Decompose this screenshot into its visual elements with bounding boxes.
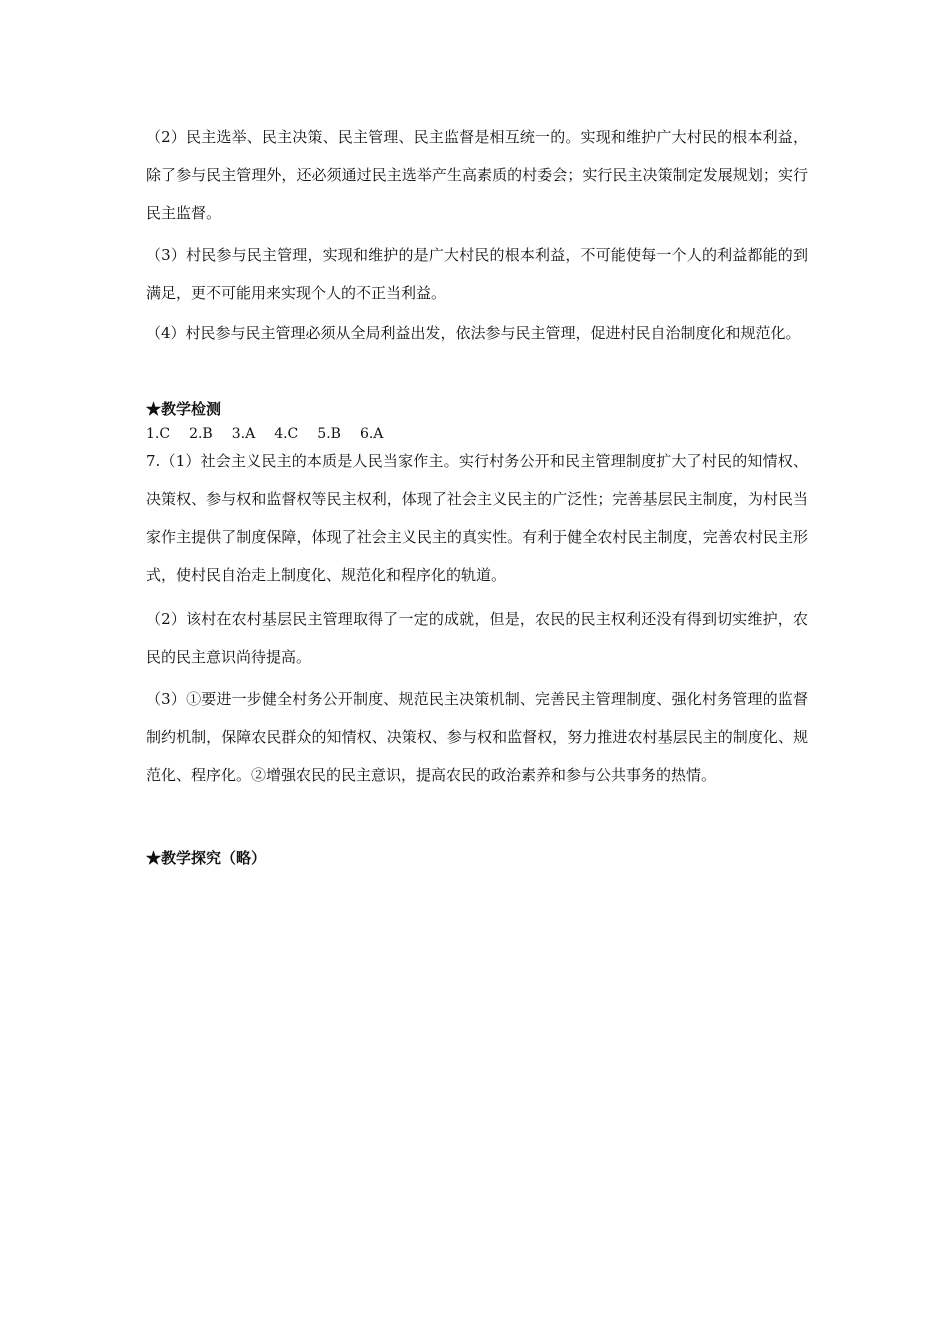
answer-3: 3.A bbox=[231, 426, 256, 442]
paragraph-3: （3）村民参与民主管理，实现和维护的是广大村民的根本利益，不可能使每一个人的利益都能的到满足，更不可能用来实现个人的不正当利益。 bbox=[146, 246, 808, 302]
answer-1: 1.C bbox=[146, 426, 171, 442]
paragraph-4: （4）村民参与民主管理必须从全局利益出发，依法参与民主管理，促进村民自治制度化和规范化。 bbox=[146, 324, 801, 342]
teaching-explore-heading: ★教学探究（略） bbox=[146, 849, 267, 867]
question-7-part-3: （3）①要进一步健全村务公开制度、规范民主决策机制、完善民主管理制度、强化村务管理的监督制约机制，保障农民群众的知情权、决策权、参与权和监督权，努力推进农村基层民主的制度化、规范化、程序化。②增强农民的民主意识，提高农民的政治素养和参与公共事务的热情。 bbox=[146, 690, 808, 784]
question-7-part-2: （2）该村在农村基层民主管理取得了一定的成就，但是，农民的民主权利还没有得到切实维护，农民的民主意识尚待提高。 bbox=[146, 610, 808, 666]
answer-6: 6.A bbox=[359, 426, 384, 442]
answer-list bbox=[146, 424, 402, 444]
teaching-check-heading: ★教学检测 bbox=[146, 400, 222, 418]
answer-4: 4.C bbox=[274, 426, 299, 442]
answer-5: 5.B bbox=[317, 426, 341, 442]
question-7-part-1: 7.（1）社会主义民主的本质是人民当家作主。实行村务公开和民主管理制度扩大了村民的知情权、决策权、参与权和监督权等民主权利，体现了社会主义民主的广泛性；完善基层民主制度，为村民当家作主提供了制度保障，体现了社会主义民主的真实性。有利于健全农村民主制度，完善农村民主形式，使村民自治走上制度化、规范化和程序化的轨道。 bbox=[146, 452, 808, 584]
paragraph-2: （2）民主选举、民主决策、民主管理、民主监督是相互统一的。实现和维护广大村民的根本利益，除了参与民主管理外，还必须通过民主选举产生高素质的村委会；实行民主决策制定发展规划；实行民主监督。 bbox=[146, 128, 808, 222]
answer-2: 2.B bbox=[189, 426, 213, 442]
